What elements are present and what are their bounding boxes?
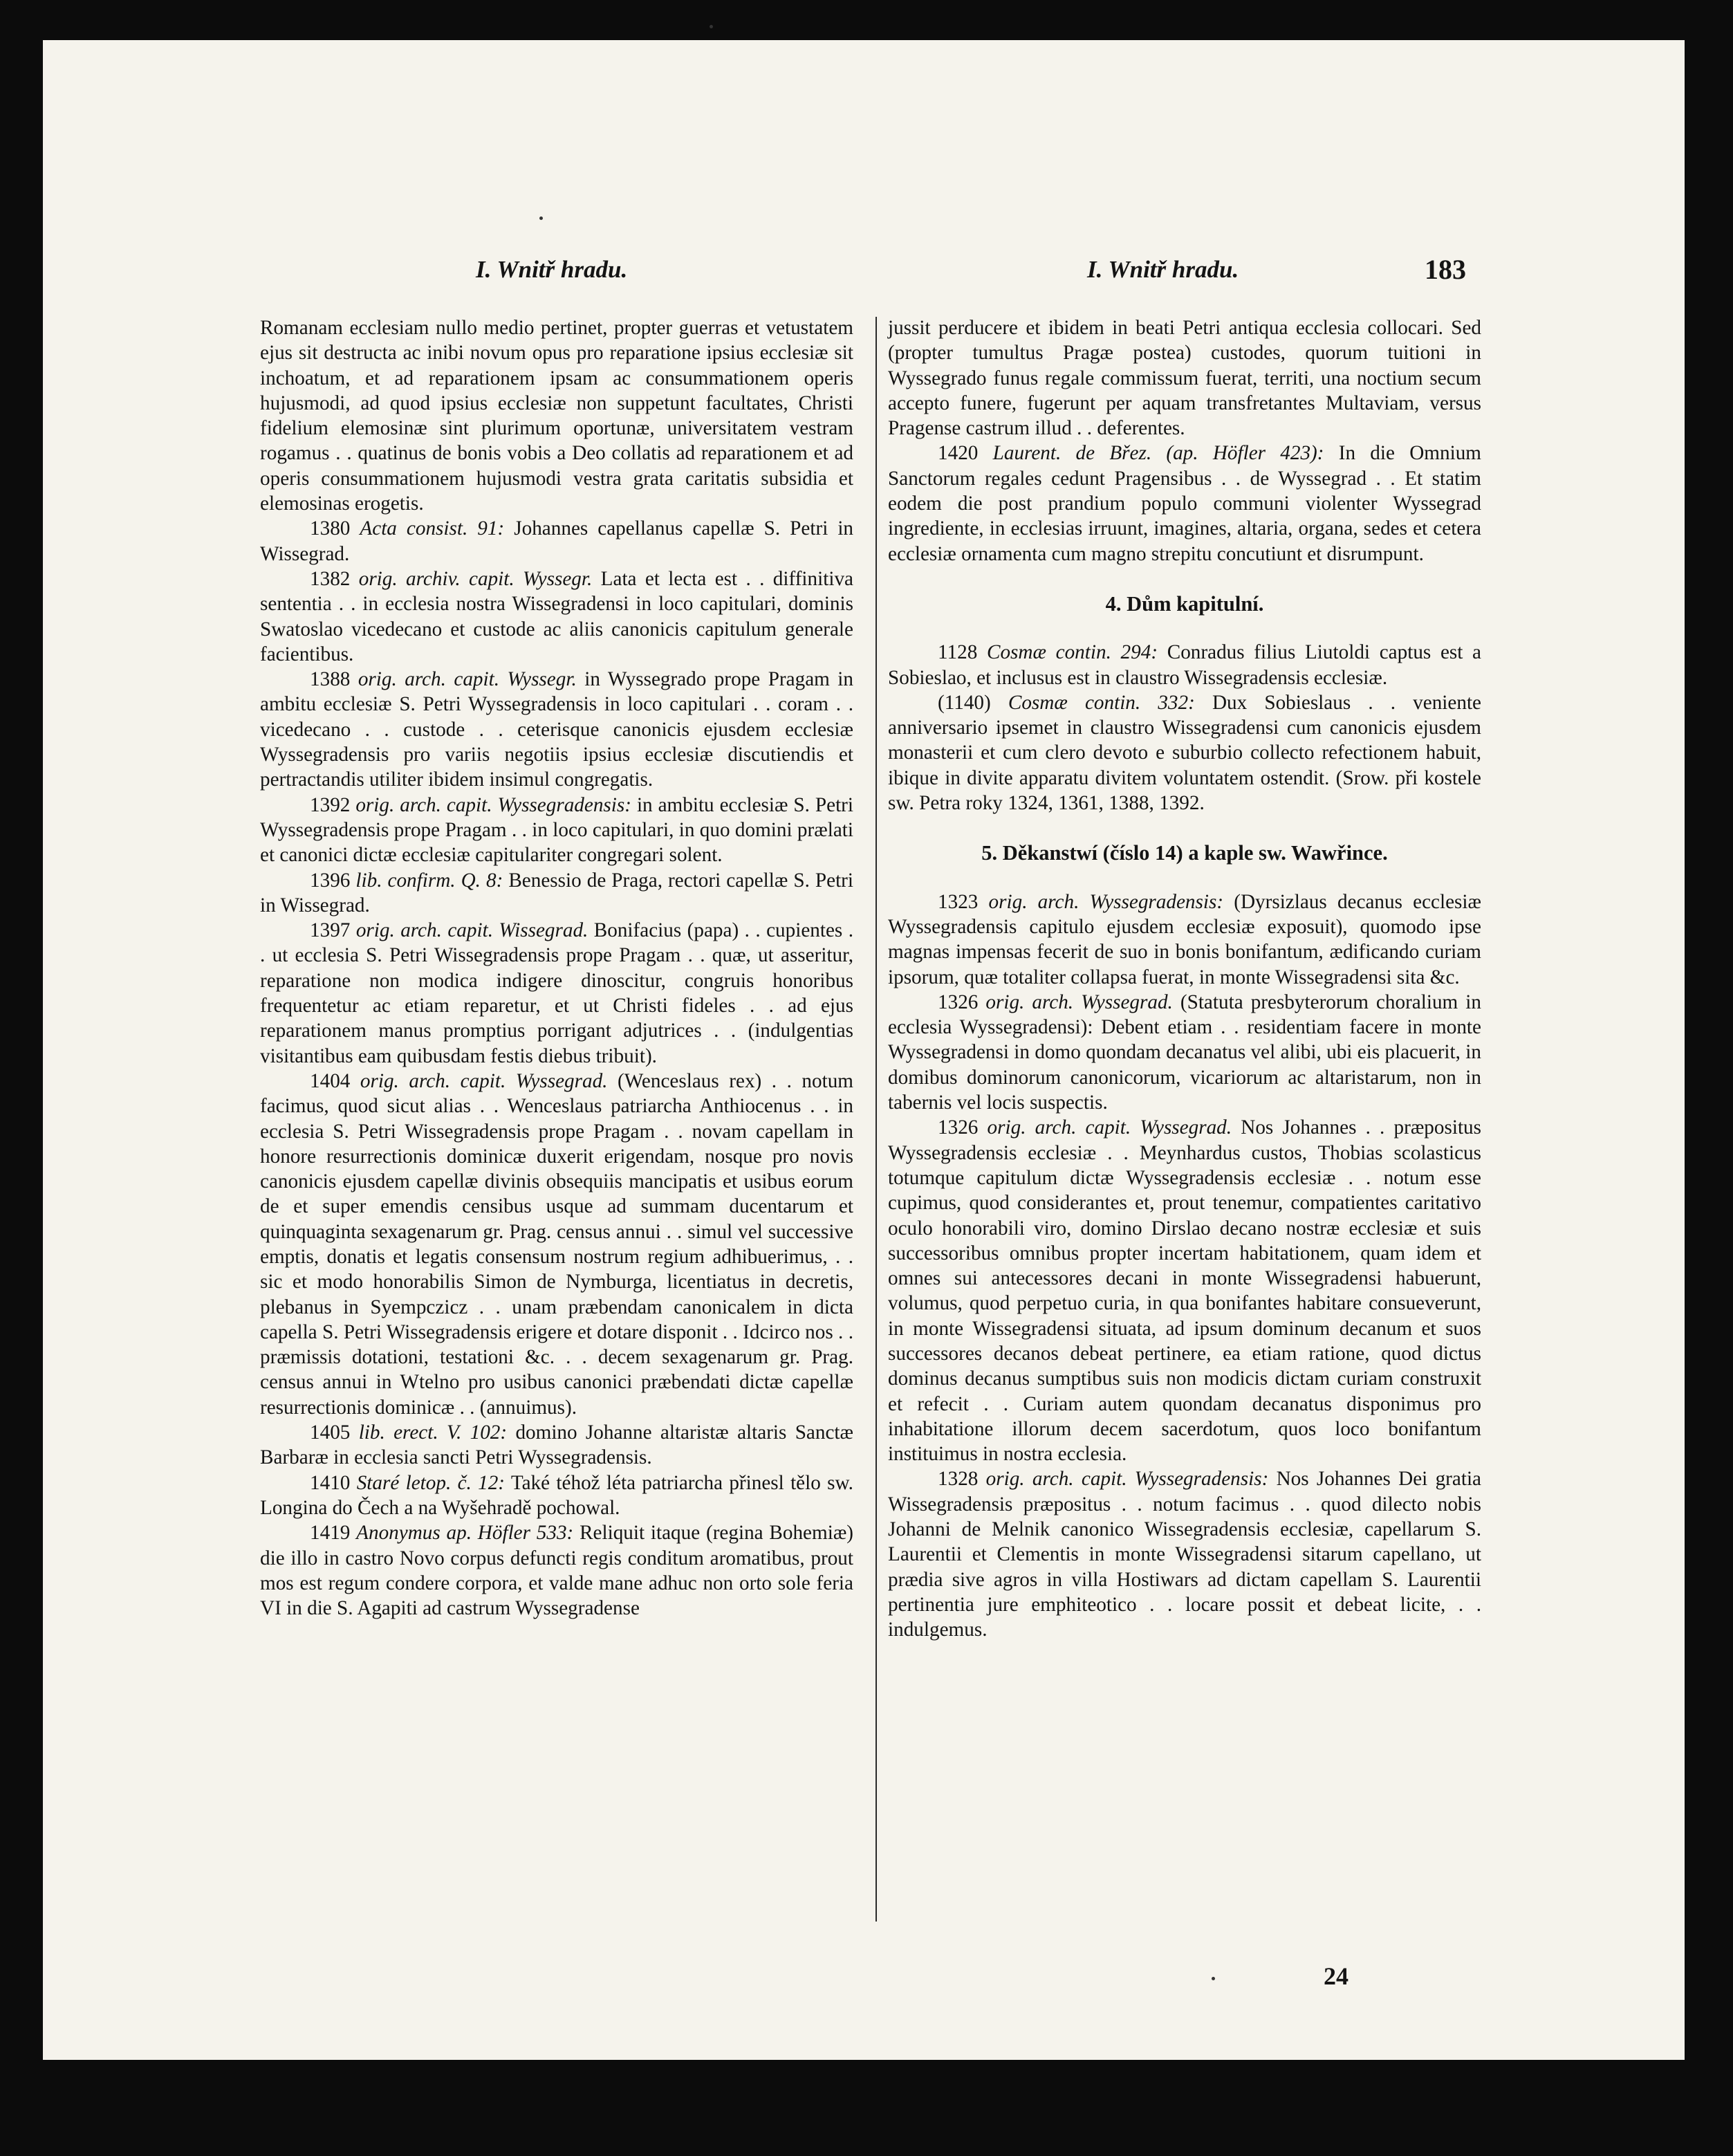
entry-text: jussit perducere et ibidem in beati Petri antiqua ecclesia collocari. Sed (propter tumultus Pragæ postea) custodes, quorum tuitioni in Wyssegrado funus regale commissum fuerat, territi, una noctium secum accepto funere, fugerunt per aquam transfretantes Multaviam, versus Pragense castrum illud . . deferentes.	[888, 317, 1481, 440]
entry-year: 1405	[310, 1421, 351, 1444]
scan-speck	[1212, 1977, 1215, 1980]
right-column	[888, 315, 1481, 1643]
entry-text: Romanam ecclesiam nullo medio pertinet, propter guerras et vetustatem ejus sit destructa ac inibi novum opus pro reparatione ipsius ecclesiæ sit inchoatum, et ad reparationem ipsam ac consummationem operis hujusmodi, ad quod ipsius ecclesiæ non suppetunt facultates, Christi fidelium elemosinæ sint plurimum oportunæ, universitatem vestram rogamus . . quatinus de bonis vobis a Deo collatis ad reparationem et ad operis consummationem hujusmodi vestra grata caritatis subsidia et elemosinas erogetis.	[260, 317, 853, 515]
source-entry	[888, 640, 1481, 690]
source-entry	[260, 1069, 853, 1420]
entry-source: orig. arch. Wyssegradensis:	[988, 890, 1224, 913]
entry-source: orig. arch. capit. Wissegrad.	[355, 919, 589, 942]
page-number: 183	[1425, 254, 1466, 285]
running-head-right: I. Wnitř hradu.	[1087, 256, 1239, 283]
source-entry	[260, 868, 853, 919]
entry-text: in Wyssegrado prope Pragam in ambitu ecclesiæ S. Petri Wyssegradensis in loco capitulari . . coram . . vicedecano . . custode . . ceterisque canonicis ejusdem ecclesiæ Wyssegradensis pro variis negotiis ipsius ecclesiæ discutiendis et pertractandis utiliter ibidem insimul congregatis.	[260, 668, 854, 791]
entry-source: orig. archiv. capit. Wyssegr.	[358, 567, 593, 590]
entry-source: orig. arch. capit. Wyssegrad.	[360, 1069, 608, 1092]
source-entry	[260, 516, 853, 566]
entry-source: lib. erect. V. 102:	[358, 1421, 508, 1444]
entry-text: Také téhož léta patriarcha přinesl tělo sw. Longina do Čech a na Wyšehradě pochowal.	[260, 1471, 853, 1519]
entry-year: 1410	[310, 1471, 351, 1494]
entry-text: (Dyrsizlaus decanus ecclesiæ Wyssegradensis capitulo ejusdem ecclesiæ exposuit), quomodo ipse magnas impensas fecerit de suo in bonis bonifantum, ædificando curiam ipsorum, quæ totaliter collapsa fuerat, in monte Wissegradensi sita &c.	[888, 890, 1481, 988]
entry-text: domino Johanne altaristæ altaris Sanctæ Barbaræ in ecclesia sancti Petri Wyssegradensis.	[260, 1421, 854, 1469]
source-entry	[260, 667, 853, 792]
entry-source: lib. confirm. Q. 8:	[355, 869, 503, 892]
continued-paragraph	[888, 315, 1481, 441]
source-entry	[888, 1466, 1481, 1642]
source-entry	[888, 990, 1481, 1115]
entry-source: Cosmæ contin. 332:	[1008, 691, 1195, 714]
entry-year: 1388	[310, 668, 351, 691]
entry-year: 1404	[310, 1069, 351, 1092]
source-entry	[260, 918, 853, 1069]
entry-text: Nos Johannes . . præpositus Wyssegradensis ecclesiæ . . Meynhardus custos, Thobias scolasticus totumque capitulum dictæ Wyssegradensis ecclesiæ . . notum esse cupimus, quod considerantes et, prout tenemur, compatientes caritativo oculo honorabili viro, domino Dirslao decano nostræ ecclesiæ et suis successoribus omnibus propter incertam habitationem, quam idem et omnes sui antecessores decani in monte Wissegradensi habuerunt, volumus, quod perpetuo curia, in qua bonifantes habitare consueverunt, in monte Wissegradensi situata, ad ipsum dominum decanum et suos successores decanos debeat pertinere, ea etiam ratione, quod dictus dominus decanus sumptibus suis non modicis dictam curiam construxit et refecit . . Curiam autem quondam decanatus disponimus pro inhabitatione illorum decem sacerdotum, quos loco bonifantum instituimus in nostra ecclesia.	[888, 1116, 1482, 1466]
column-divider	[875, 317, 877, 1922]
entry-year: 1392	[310, 793, 351, 816]
source-entry	[260, 1471, 853, 1521]
entry-text: Reliquit itaque (regina Bohemiæ) die illo in castro Novo corpus defuncti regis conditum aromatibus, prout mos est regum condere corpora, et valde mane adhuc non orto sole feria VI in die S. Agapiti ad castrum Wyssegradense	[260, 1522, 854, 1620]
entry-source: Acta consist. 91:	[360, 517, 505, 540]
source-entry	[260, 793, 853, 868]
entry-text: Benessio de Praga, rectori capellæ S. Petri in Wissegrad.	[260, 869, 854, 916]
entry-year: 1380	[310, 517, 351, 540]
scanned-page	[43, 40, 1685, 2060]
scan-speck	[539, 216, 543, 220]
entry-text: Johannes capellanus capellæ S. Petri in Wissegrad.	[260, 517, 854, 565]
entry-source: orig. arch. capit. Wyssegrad.	[987, 1116, 1232, 1139]
entry-source: orig. arch. Wyssegrad.	[985, 991, 1173, 1013]
section-heading: 4. Dům kapitulní.	[1105, 591, 1264, 616]
entry-source: Anonymus ap. Höfler 533:	[356, 1522, 574, 1545]
source-entry	[888, 690, 1481, 816]
entry-source: orig. arch. capit. Wyssegradensis:	[985, 1468, 1269, 1491]
entry-year: 1326	[938, 991, 979, 1013]
source-entry	[260, 1420, 853, 1471]
entry-text: (Statuta presbyterorum choralium in ecclesia Wyssegradensi): Debent etiam . . residentiam facere in monte Wyssegradensi in domo quondam decanatus vel alibi, ubi eis placuerit, in domibus dominorum canonicorum, vicariorum ac altaristarum, non in tabernis vel locis suspectis.	[888, 991, 1481, 1114]
entry-year: 1326	[938, 1116, 979, 1139]
source-entry	[260, 1520, 853, 1621]
entry-year: 1419	[310, 1522, 351, 1545]
entry-year: (1140)	[938, 691, 991, 714]
entry-text: Lata et lecta est . . diffinitiva sententia . . in ecclesia nostra Wissegradensi in loco capitulari, dominis Swatoslao vicedecano et custode ac aliis canonicis capitulum generale facientibus.	[260, 567, 853, 665]
entry-year: 1396	[310, 869, 351, 892]
entry-year: 1128	[938, 641, 978, 664]
running-head-left: I. Wnitř hradu.	[476, 256, 628, 283]
entry-text: (Wenceslaus rex) . . notum facimus, quod sicut alias . . Wenceslaus patriarcha Anthiocenus . . in ecclesia S. Petri Wissegradensis prope Pragam . . novam capellam in honore resurrectionis dominicæ duxerit erigendam, nosque pro novis canonicis ejusdem capellæ divinis obsequiis mancipatis et usibus eorum de et super emendis censibus usque ad summam ducentarum et quinquaginta sexagenarum gr. Prag. census annui . . simul vel successive emptis, donatis et legatis consensum nostrum regium adhibuerimus, . . sic et modo honorabilis Simon de Nymburga, licentiatus in decretis, plebanus in Syempczicz . . unam præbendam canonicalem in dicta capella S. Petri Wissegradensis erigere et dotare disponit . . Idcirco nos . . præmissis dotationi, testationi &c. . . decem sexagenarum gr. Prag. census annui in Wtelno pro usibus canonici præbendati dictæ capellæ resurrectionis dominicæ . . (annuimus).	[260, 1069, 853, 1419]
continued-paragraph	[260, 315, 853, 516]
entry-source: Laurent. de Břez. (ap. Höfler 423):	[992, 442, 1324, 465]
entry-source: Cosmæ contin. 294:	[986, 641, 1158, 664]
source-entry	[888, 441, 1481, 566]
source-entry	[888, 890, 1481, 990]
entry-year: 1323	[938, 890, 979, 913]
scan-speck	[710, 25, 713, 28]
entry-source: orig. arch. capit. Wyssegradensis:	[355, 793, 631, 816]
entry-text: Nos Johannes Dei gratia Wissegradensis præpositus . . notum facimus . . quod dilecto nobis Johanni de Melnik canonico Wissegradensis ecclesiæ, capellarum S. Laurentii et Clementis in monte Wissegradensi sitarum capellano, ut prædia sive agros in villa Hostiwars ad dictam capellam S. Laurentii pertinentia jure emphiteotico . . locare possit et debeat licite, . . indulgemus.	[888, 1468, 1482, 1641]
left-column	[260, 315, 853, 1621]
signature-mark: 24	[1324, 1962, 1349, 1990]
source-entry	[260, 566, 853, 667]
source-entry	[888, 1115, 1481, 1466]
entry-text: In die Omnium Sanctorum regales cedunt Pragensibus . . de Wyssegrad . . Et statim eodem die post prandium populo communi violenter Wyssegrad ingrediente, in ecclesias irruunt, imagines, altaria, organa, sedes et cetera ecclesiæ ornamenta cum magno strepitu concutiunt et disrumpunt.	[888, 442, 1481, 565]
entry-year: 1328	[938, 1468, 979, 1491]
section-heading: 5. Děkanstwí (číslo 14) a kaple sw. Wawřince.	[981, 841, 1388, 865]
entry-text: in ambitu ecclesiæ S. Petri Wyssegradensis prope Pragam . . in loco capitulari, in quo domini prælati et canonici dictæ ecclesiæ capitulariter congregari solent.	[260, 793, 854, 867]
entry-year: 1420	[938, 442, 979, 465]
entry-year: 1397	[310, 919, 351, 942]
entry-text: Dux Sobieslaus . . veniente anniversario ipsemet in claustro Wissegradensi cum canonicis ejusdem monasterii et cum clero devoto e suburbio collecto refectionem habuit, ibique in divite apparatu divitem voluntatem ostendit. (Srow. při kostele sw. Petra roky 1324, 1361, 1388, 1392.	[888, 691, 1482, 815]
entry-year: 1382	[310, 567, 351, 590]
entry-source: Staré letop. č. 12:	[356, 1471, 506, 1494]
entry-text: Bonifacius (papa) . . cupientes . . ut ecclesia S. Petri Wissegradensis prope Pragam . . quæ, ut asseritur, reparatione non modica indigere dinoscitur, congruis honoribus frequentetur ac etiam reparetur, et ut Christi fideles . . ad ejus reparationem manus promptius porrigant adjutrices . . (indulgentias visitantibus eam quibusdam festis diebus tribuit).	[260, 919, 854, 1067]
entry-source: orig. arch. capit. Wyssegr.	[358, 668, 577, 691]
entry-text: Conradus filius Liutoldi captus est a Sobieslao, et inclusus est in claustro Wissegradensis ecclesiæ.	[888, 641, 1482, 689]
